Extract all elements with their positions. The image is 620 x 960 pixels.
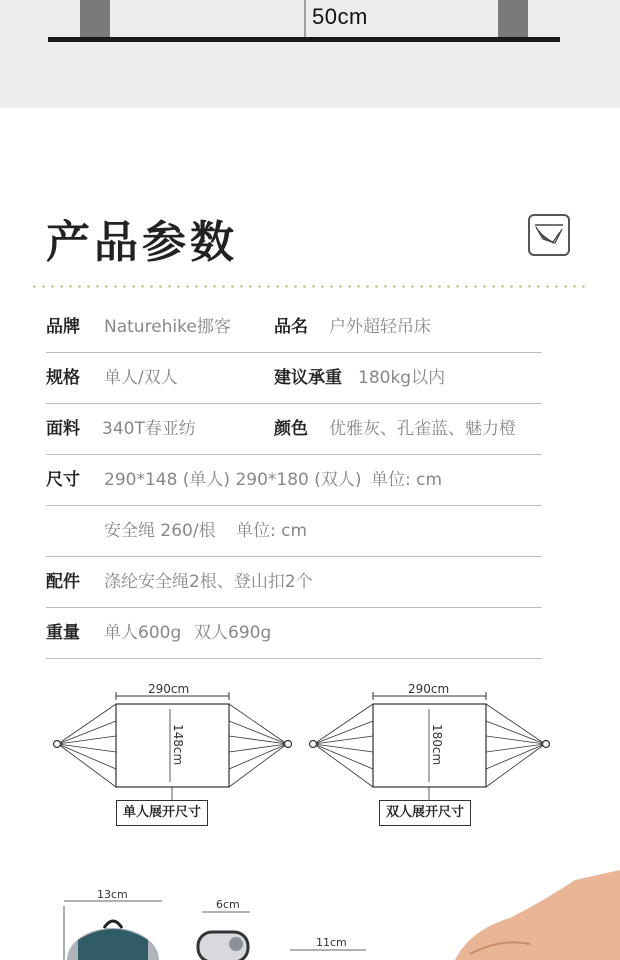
spec-label: 配件 bbox=[46, 572, 80, 592]
spec-value: 双人690g bbox=[194, 623, 272, 643]
dotted-divider bbox=[30, 285, 586, 288]
rope-width-label: 11cm bbox=[316, 936, 347, 949]
spec-table bbox=[46, 302, 542, 659]
spec-label: 品名 bbox=[274, 317, 308, 337]
banner-dimension-label: 50cm bbox=[312, 4, 368, 29]
spec-unit: 单位: cm bbox=[371, 470, 443, 490]
spec-value: 安全绳 260/根 bbox=[104, 521, 216, 541]
carabiner-width-label: 6cm bbox=[216, 898, 240, 911]
spec-label: 面料 bbox=[46, 419, 80, 439]
spec-value: 单人600g bbox=[104, 623, 182, 643]
spec-value: 单人/双人 bbox=[104, 368, 178, 388]
spec-label: 重量 bbox=[46, 623, 80, 643]
spec-row bbox=[46, 557, 542, 608]
spec-unit: 单位: cm bbox=[236, 521, 308, 541]
spec-row bbox=[46, 506, 542, 557]
spec-value: 180kg以内 bbox=[358, 368, 446, 388]
size-diagram bbox=[0, 676, 620, 836]
spec-value: 290*148 (单人) 290*180 (双人) bbox=[104, 470, 362, 490]
spec-value: 涤纶安全绳2根、登山扣2个 bbox=[104, 572, 313, 592]
spec-value: Naturehike挪客 bbox=[104, 317, 231, 337]
spec-label: 颜色 bbox=[274, 419, 308, 439]
section-title: 产品参数 bbox=[46, 217, 238, 268]
hammock-stand-illustration bbox=[0, 0, 620, 108]
spec-value: 340T春亚纺 bbox=[102, 419, 196, 439]
spec-row bbox=[46, 455, 542, 506]
single-hammock-diagram bbox=[54, 682, 292, 787]
single-size-caption: 单人展开尺寸 bbox=[116, 800, 208, 826]
hammock-icon bbox=[528, 214, 570, 256]
single-width-label: 290cm bbox=[148, 682, 190, 696]
accessories-illustration bbox=[0, 870, 620, 960]
double-hammock-diagram bbox=[310, 682, 550, 787]
spec-value: 优雅灰、孔雀蓝、魅力橙 bbox=[329, 419, 516, 439]
spec-row bbox=[46, 353, 542, 404]
single-height-label: 148cm bbox=[171, 724, 185, 766]
spec-row bbox=[46, 302, 542, 353]
top-banner bbox=[0, 0, 620, 108]
spec-row bbox=[46, 608, 542, 659]
double-width-label: 290cm bbox=[408, 682, 450, 696]
double-height-label: 180cm bbox=[430, 724, 444, 766]
double-size-caption: 双人展开尺寸 bbox=[379, 800, 471, 826]
spec-label: 建议承重 bbox=[274, 368, 342, 388]
spec-label: 规格 bbox=[46, 368, 80, 388]
spec-label: 品牌 bbox=[46, 317, 80, 337]
spec-value: 户外超轻吊床 bbox=[329, 317, 431, 337]
spec-label: 尺寸 bbox=[46, 470, 80, 490]
bag-width-label: 13cm bbox=[97, 888, 128, 901]
spec-row bbox=[46, 404, 542, 455]
